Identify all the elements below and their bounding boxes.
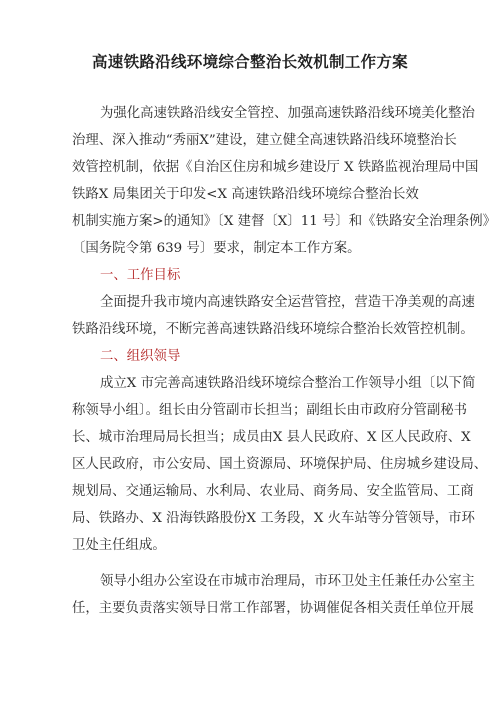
text-line: 任，主要负责落实领导日常工作部署，协调催促各相关责任单位开展 bbox=[72, 601, 474, 616]
text-line: 规划局、交通运输局、水利局、农业局、商务局、安全监管局、工商 bbox=[72, 484, 474, 499]
document-body bbox=[72, 100, 497, 622]
leadership-paragraph bbox=[72, 370, 488, 559]
text-line: 〔国务院令第 639 号〕要求，制定本工作方案。 bbox=[72, 241, 361, 256]
text-line: 治理、深入推动“秀丽X”建设，建立健全高速铁路沿线环境整治长 bbox=[72, 133, 457, 148]
text-line: 称领导小组〕。组长由分管副市长担当；副组长由市政府分管副秘书 bbox=[72, 403, 468, 418]
text-line: 铁路X 局集团关于印发<X 高速铁路沿线环境综合整治长效 bbox=[72, 187, 419, 202]
section-heading-goals: 一、工作目标 bbox=[100, 268, 181, 283]
section-heading-leadership: 二、组织领导 bbox=[100, 349, 181, 364]
document-title: 高速铁路沿线环境综合整治长效机制工作方案 bbox=[91, 52, 408, 71]
text-line: 全面提升我市境内高速铁路安全运营管控，营造干净美观的高速 bbox=[100, 295, 475, 310]
intro-paragraph bbox=[72, 100, 497, 262]
text-line: 铁路沿线环境，不断完善高速铁路沿线环境综合整治长效管控机制。 bbox=[72, 322, 474, 337]
text-line: 为强化高速铁路沿线安全管控、加强高速铁路沿线环境美化整治 bbox=[100, 106, 475, 121]
text-line: 成立X 市完善高速铁路沿线环境综合整治工作领导小组〔以下简 bbox=[100, 376, 476, 391]
text-line: 局、铁路办、X 沿海铁路股份X 工务段，X 火车站等分管领导，市环 bbox=[72, 511, 475, 526]
text-line: 卫处主任组成。 bbox=[72, 538, 166, 553]
goals-paragraph bbox=[72, 289, 475, 343]
text-line: 领导小组办公室设在市城市治理局，市环卫处主任兼任办公室主 bbox=[100, 574, 475, 589]
paragraph-gap bbox=[72, 559, 434, 568]
text-line: 效管控机制，依据《自治区住房和城乡建设厅 X 铁路监视治理局中国 bbox=[72, 160, 479, 175]
text-line: 长、城市治理局局长担当；成员由X 县人民政府、X 区人民政府、X bbox=[72, 430, 471, 445]
text-line: 区人民政府，市公安局、国土资源局、环境保护局、住房城乡建设局、 bbox=[72, 457, 488, 472]
text-line: 机制实施方案>的通知》〔X 建督〔X〕11 号〕和《铁路安全治理条例》 bbox=[72, 214, 497, 229]
office-paragraph bbox=[72, 568, 475, 622]
